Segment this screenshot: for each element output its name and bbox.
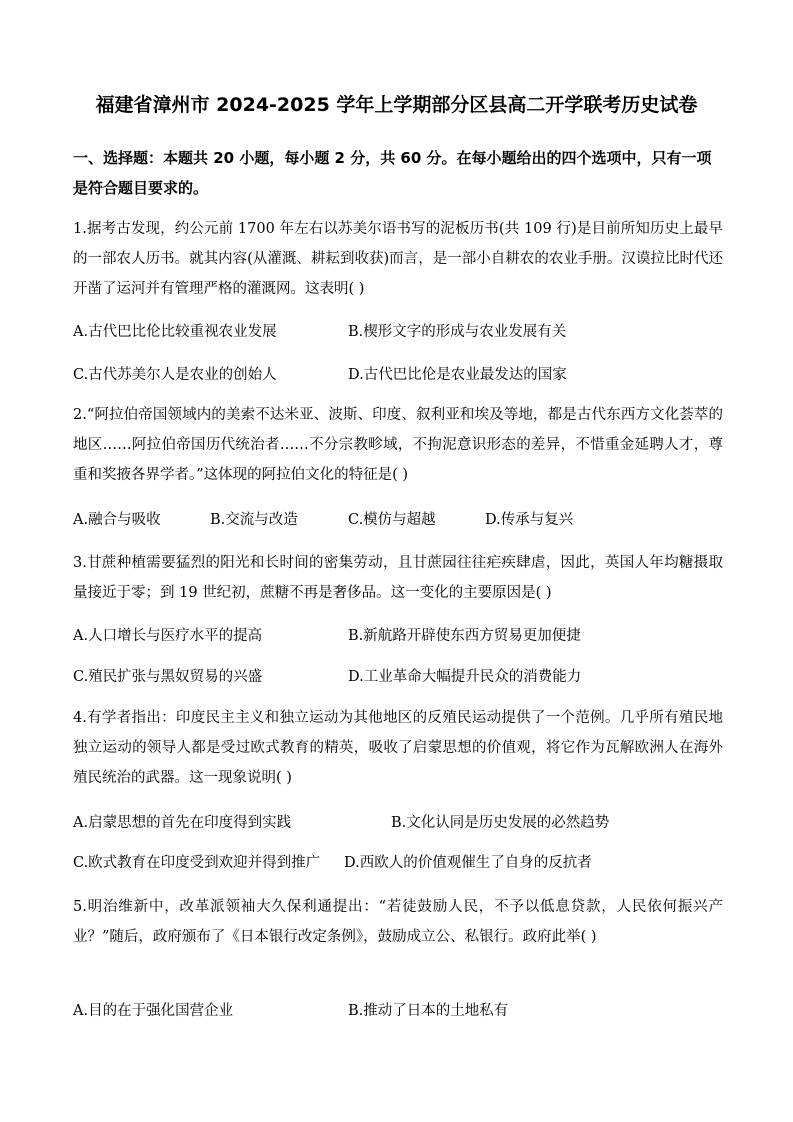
question-4-option-b[interactable]: B.文化认同是历史发展的必然趋势 <box>391 815 610 831</box>
question-1-stem: 1.据考古发现，约公元前 1700 年左右以苏美尔语书写的泥板历书(共 109 行)是目前所知历史上最早的一部农人历书。就其内容(从灌溉、耕耘到收获)而言，是一部小自耕农的农业手册。汉谟拉比时代还开凿了运河并有管理严格的灌溉网。这表明( ) <box>73 221 723 297</box>
question-4-stem: 4.有学者指出：印度民主主义和独立运动为其他地区的反殖民运动提供了一个范例。几乎所有殖民地独立运动的领导人都是受过欧式教育的精英，吸收了启蒙思想的价值观，将它作为瓦解欧洲人在海外殖民统治的武器。这一现象说明( ) <box>73 710 723 786</box>
question-3-stem: 3.甘蔗种植需要猛烈的阳光和长时间的密集劳动，且甘蔗园往往疟疾肆虐，因此，英国人年均糖摄取量接近于零；到 19 世纪初，蔗糖不再是奢侈品。这一变化的主要原因是( ) <box>73 555 723 601</box>
question-2-option-a[interactable]: A.融合与吸收 <box>73 512 161 528</box>
question-4-option-a[interactable]: A.启蒙思想的首先在印度得到实践 <box>73 815 292 831</box>
question-1-option-b[interactable]: B.楔形文字的形成与农业发展有关 <box>348 324 567 340</box>
question-2-stem: 2.“阿拉伯帝国领域内的美索不达米亚、波斯、印度、叙利亚和埃及等地，都是古代东西方文化荟萃的地区……阿拉伯帝国历代统治者……不分宗教畛域，不拘泥意识形态的差异，不惜重金延聘人才，尊重和奖掖各界学者。”这体现的阿拉伯文化的特征是( ) <box>73 407 723 483</box>
question-3-option-a[interactable]: A.人口增长与医疗水平的提高 <box>73 628 263 644</box>
question-2-option-b[interactable]: B.交流与改造 <box>210 512 298 528</box>
question-2-option-d[interactable]: D.传承与复兴 <box>485 512 574 528</box>
question-1-option-c[interactable]: C.古代苏美尔人是农业的创始人 <box>73 367 277 383</box>
question-1-option-a[interactable]: A.古代巴比伦比较重视农业发展 <box>73 324 277 340</box>
question-5-option-a[interactable]: A.目的在于强化国营企业 <box>73 1003 234 1019</box>
question-3-option-b[interactable]: B.新航路开辟使东西方贸易更加便捷 <box>348 628 581 644</box>
question-4-option-d[interactable]: D.西欧人的价值观催生了自身的反抗者 <box>344 855 592 871</box>
question-3-option-d[interactable]: D.工业革命大幅提升民众的消费能力 <box>348 669 582 685</box>
question-5-stem: 5.明治维新中，改革派领袖大久保利通提出：“若徒鼓励人民，不予以低息贷款，人民依何振兴产业？”随后，政府颁布了《日本银行改定条例》，鼓励成立公、私银行。政府此举( ) <box>73 899 723 945</box>
page-title: 福建省漳州市 2024-2025 学年上学期部分区县高二开学联考历史试卷 <box>95 94 698 116</box>
question-1-option-d[interactable]: D.古代巴比伦是农业最发达的国家 <box>348 367 567 383</box>
section-heading: 一、选择题：本题共 20 小题，每小题 2 分，共 60 分。在每小题给出的四个选项中，只有一项是符合题目要求的。 <box>73 149 712 197</box>
question-2-option-c[interactable]: C.模仿与超越 <box>348 512 436 528</box>
question-5-option-b[interactable]: B.推动了日本的土地私有 <box>348 1003 509 1019</box>
question-4-option-c[interactable]: C.欧式教育在印度受到欢迎并得到推广 <box>73 855 321 871</box>
question-3-option-c[interactable]: C.殖民扩张与黑奴贸易的兴盛 <box>73 669 263 685</box>
